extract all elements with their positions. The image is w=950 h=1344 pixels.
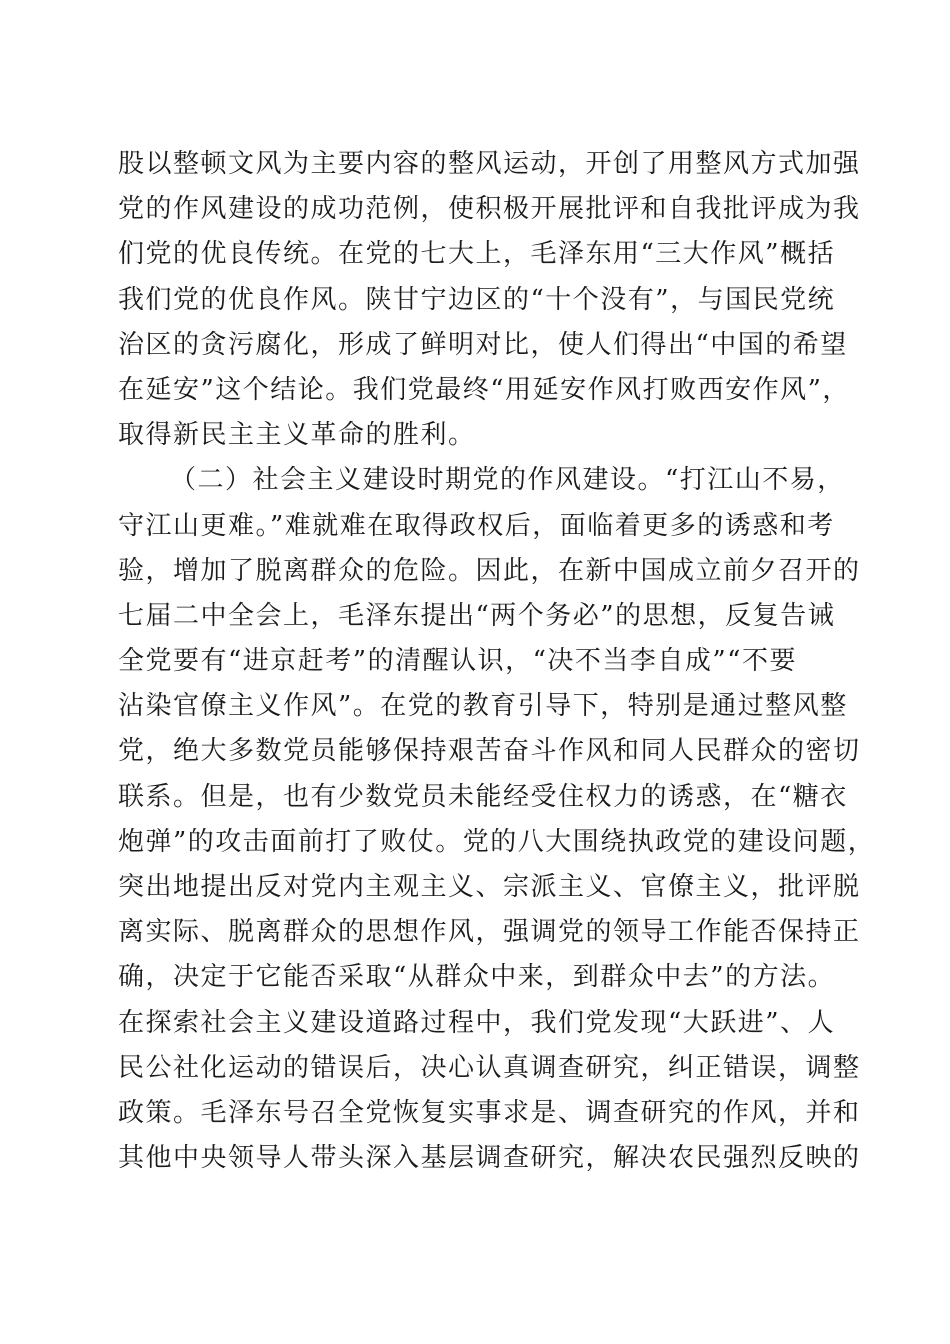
text-line: 民公社化运动的错误后，决心认真调查研究，纠正错误，调整 xyxy=(118,1052,861,1083)
text-line: 沾染官僚主义作风”。在党的教育引导下，特别是通过整风整 xyxy=(118,691,848,722)
text-line: 联系。但是，也有少数党员未能经受住权力的诱惑，在“糖衣 xyxy=(118,781,848,812)
text-line: 验，增加了脱离群众的危险。因此，在新中国成立前夕召开的 xyxy=(118,555,861,586)
text-line: 在探索社会主义建设道路过程中，我们党发现“大跃进”、人 xyxy=(118,1007,836,1038)
text-line: 其他中央领导人带头深入基层调查研究，解决农民强烈反映的 xyxy=(118,1143,861,1174)
text-line: 全党要有“进京赶考”的清醒认识，“决不当李自成”“不要 xyxy=(118,646,797,677)
text-line: 七届二中全会上，毛泽东提出“两个务必”的思想，反复告诫 xyxy=(118,600,836,631)
text-line: 取得新民主主义革命的胜利。 xyxy=(118,420,476,451)
text-line: 党，绝大多数党员能够保持艰苦奋斗作风和同人民群众的密切 xyxy=(118,736,861,767)
text-line: 治区的贪污腐化，形成了鲜明对比，使人们得出“中国的希望 xyxy=(118,329,848,360)
text-line: 股以整顿文风为主要内容的整风运动，开创了用整风方式加强 xyxy=(118,149,861,179)
text-line: 政策。毛泽东号召全党恢复实事求是、调查研究的作风，并和 xyxy=(118,1097,861,1128)
text-line: 离实际、脱离群众的思想作风，强调党的领导工作能否保持正 xyxy=(118,917,861,948)
text-line: 突出地提出反对党内主观主义、宗派主义、官僚主义，批评脱 xyxy=(118,872,861,902)
body-text xyxy=(118,142,876,1181)
text-line: 炮弹”的攻击面前打了败仗。党的八大围绕执政党的建设问题， xyxy=(118,826,876,857)
text-line: 在延安”这个结论。我们党最终“用延安作风打败西安作风”， xyxy=(118,374,850,405)
text-line: 我们党的优良作风。陕甘宁边区的“十个没有”，与国民党统 xyxy=(118,284,836,315)
section-heading-line: （二）社会主义建设时期党的作风建设。“打江山不易， xyxy=(170,465,845,496)
text-line: 党的作风建设的成功范例，使积极开展批评和自我批评成为我 xyxy=(118,194,861,225)
text-line: 确，决定于它能否采取“从群众中来，到群众中去”的方法。 xyxy=(118,962,836,993)
text-line: 守江山更难。”难就难在取得政权后，面临着更多的诱惑和考 xyxy=(118,510,835,541)
text-line: 们党的优良传统。在党的七大上，毛泽东用“三大作风”概括 xyxy=(118,239,836,270)
